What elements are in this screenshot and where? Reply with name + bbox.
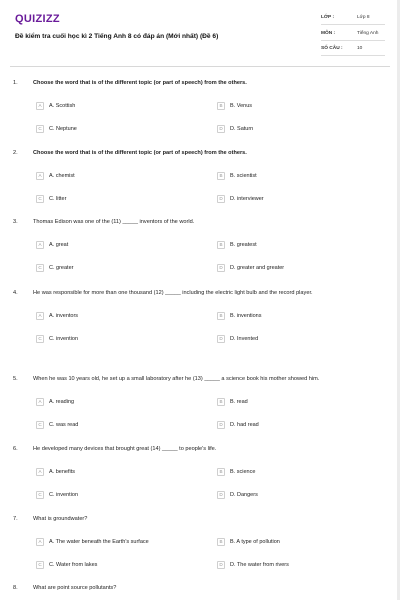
question-number: 7. <box>13 516 18 522</box>
question-text: He was responsible for more than one thousand (12) _____ including the electric light bulb and the record player. <box>33 290 313 296</box>
option-letter-box: A <box>36 468 44 476</box>
answer-option-b[interactable] <box>217 240 257 249</box>
meta-underline <box>321 55 385 56</box>
answer-option-a[interactable] <box>36 171 75 180</box>
option-letter-box: A <box>36 312 44 320</box>
option-letter-box: B <box>217 102 225 110</box>
option-letter-box: D <box>217 335 225 343</box>
question-number: 6. <box>13 446 18 452</box>
option-letter-box: D <box>217 195 225 203</box>
option-text: B. A type of pollution <box>230 538 280 545</box>
option-text: C. litter <box>49 195 67 202</box>
meta-label: MÔN : <box>321 31 336 36</box>
option-letter-box: A <box>36 538 44 546</box>
option-text: D. Invented <box>230 335 259 342</box>
option-letter-box: B <box>217 312 225 320</box>
answer-option-c[interactable] <box>36 334 78 343</box>
option-letter-box: C <box>36 125 44 133</box>
option-letter-box: D <box>217 561 225 569</box>
option-text: C. Water from lakes <box>49 561 98 568</box>
option-text: C. Neptune <box>49 125 77 132</box>
option-text: C. invention <box>49 335 79 342</box>
question-number: 1. <box>13 80 18 86</box>
answer-option-b[interactable] <box>217 101 252 110</box>
answer-option-b[interactable] <box>217 397 248 406</box>
answer-option-a[interactable] <box>36 537 149 546</box>
question-number: 2. <box>13 150 18 156</box>
option-letter-box: C <box>36 195 44 203</box>
option-text: C. invention <box>49 491 79 498</box>
question-number: 4. <box>13 290 18 296</box>
question-text: When he was 10 years old, he set up a small laboratory after he (13) _____ a science book his mother showed him. <box>33 376 320 382</box>
option-text: A. inventors <box>49 312 79 319</box>
option-text: A. Scottish <box>49 102 76 109</box>
answer-option-b[interactable] <box>217 171 257 180</box>
option-letter-box: D <box>217 125 225 133</box>
meta-label: SỐ CÂU : <box>321 46 343 51</box>
question-text: What is groundwater? <box>33 516 88 522</box>
meta-label: LỚP : <box>321 15 335 20</box>
option-letter-box: B <box>217 468 225 476</box>
answer-option-a[interactable] <box>36 311 78 320</box>
option-letter-box: C <box>36 421 44 429</box>
option-text: D. Saturn <box>230 125 254 132</box>
option-text: A. The water beneath the Earth's surface <box>49 538 149 545</box>
option-letter-box: B <box>217 538 225 546</box>
question-text: Thomas Edison was one of the (11) _____ inventors of the world. <box>33 219 195 225</box>
answer-option-b[interactable] <box>217 537 280 546</box>
meta-value: Lớp 8 <box>357 15 370 20</box>
answer-option-a[interactable] <box>36 101 75 110</box>
option-text: D. greater and greater <box>230 264 285 271</box>
option-letter-box: A <box>36 398 44 406</box>
meta-value: 10 <box>357 46 363 51</box>
option-text: D. Dangers <box>230 491 258 498</box>
question-text: What are point source pollutants? <box>33 585 117 591</box>
meta-value: Tiếng Anh <box>357 31 379 36</box>
option-letter-box: B <box>217 241 225 249</box>
quizizz-logo: QUIZIZZ <box>15 13 60 25</box>
answer-option-c[interactable] <box>36 263 73 272</box>
answer-option-b[interactable] <box>217 467 255 476</box>
worksheet-title: Đề kiểm tra cuối học kì 2 Tiếng Anh 8 có đáp án (Mới nhất) (Đề 6) <box>15 33 219 40</box>
option-text: B. science <box>230 468 256 475</box>
answer-option-d[interactable] <box>217 124 253 133</box>
option-text: C. was read <box>49 421 79 428</box>
question-text: Choose the word that is of the different topic (or part of speech) from the others. <box>33 150 247 156</box>
option-text: A. benefits <box>49 468 75 475</box>
answer-option-c[interactable] <box>36 124 77 133</box>
answer-option-c[interactable] <box>36 420 78 429</box>
option-letter-box: C <box>36 335 44 343</box>
answer-option-a[interactable] <box>36 397 74 406</box>
question-text: He developed many devices that brought great (14) _____ to people's life. <box>33 446 217 452</box>
answer-option-d[interactable] <box>217 194 264 203</box>
answer-option-b[interactable] <box>217 311 262 320</box>
answer-option-d[interactable] <box>217 490 258 499</box>
answer-option-d[interactable] <box>217 420 259 429</box>
option-text: D. had read <box>230 421 259 428</box>
option-letter-box: D <box>217 264 225 272</box>
option-text: C. greater <box>49 264 74 271</box>
question-text: Choose the word that is of the different topic (or part of speech) from the others. <box>33 80 247 86</box>
option-letter-box: D <box>217 491 225 499</box>
option-letter-box: D <box>217 421 225 429</box>
option-letter-box: C <box>36 491 44 499</box>
meta-underline <box>321 40 385 41</box>
answer-option-a[interactable] <box>36 240 68 249</box>
answer-option-c[interactable] <box>36 194 66 203</box>
question-number: 8. <box>13 585 18 591</box>
option-letter-box: A <box>36 172 44 180</box>
option-text: B. greatest <box>230 241 257 248</box>
option-text: B. read <box>230 398 248 405</box>
answer-option-d[interactable] <box>217 334 258 343</box>
answer-option-a[interactable] <box>36 467 75 476</box>
option-letter-box: C <box>36 561 44 569</box>
option-text: D. interviewer <box>230 195 264 202</box>
question-number: 5. <box>13 376 18 382</box>
option-text: B. scientist <box>230 172 257 179</box>
answer-option-d[interactable] <box>217 560 289 569</box>
option-text: A. great <box>49 241 69 248</box>
option-text: A. chemist <box>49 172 75 179</box>
option-letter-box: A <box>36 241 44 249</box>
option-text: B. inventions <box>230 312 262 319</box>
option-letter-box: A <box>36 102 44 110</box>
meta-underline <box>321 24 385 25</box>
option-text: A. reading <box>49 398 75 405</box>
option-letter-box: C <box>36 264 44 272</box>
header-divider <box>10 66 390 67</box>
option-letter-box: B <box>217 398 225 406</box>
option-text: B. Venus <box>230 102 253 109</box>
worksheet-header <box>0 0 400 60</box>
option-text: D. The water from rivers <box>230 561 289 568</box>
answer-option-c[interactable] <box>36 560 97 569</box>
question-number: 3. <box>13 219 18 225</box>
answer-option-d[interactable] <box>217 263 284 272</box>
answer-option-c[interactable] <box>36 490 78 499</box>
option-letter-box: B <box>217 172 225 180</box>
